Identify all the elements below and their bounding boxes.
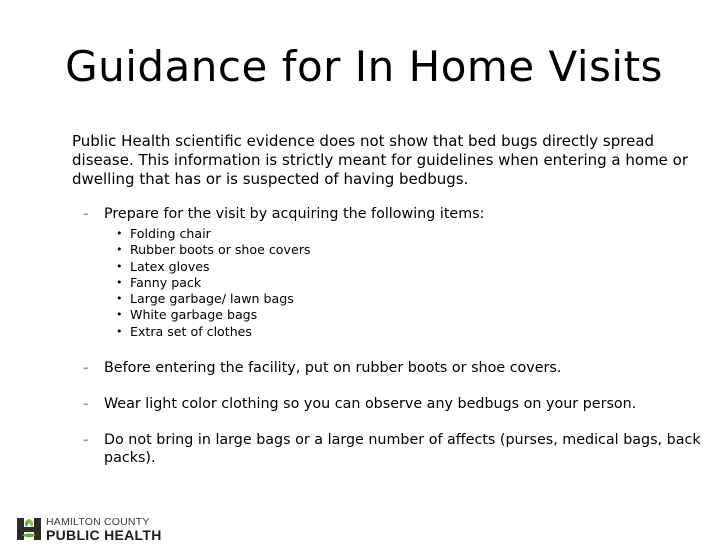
- item-text: Fanny pack: [130, 274, 202, 290]
- bullet-dot: •: [116, 243, 123, 257]
- bullet-dot: •: [116, 259, 123, 273]
- dash-marker: –: [83, 433, 89, 447]
- bullet-dot: •: [116, 324, 123, 338]
- list-item: [116, 291, 712, 307]
- bullet-text: Before entering the facility, put on rubber boots or shoe covers.: [104, 360, 562, 377]
- bullet-bags: [72, 431, 712, 467]
- intro-paragraph: Public Health scientific evidence does not show that bed bugs directly spread disease. This information is strictly meant for guidelines when entering a home or dwelling that has or is suspected of having bedbugs.: [72, 132, 689, 188]
- bullet-clothing: [72, 395, 712, 413]
- bullet-prepare: [72, 205, 712, 340]
- list-item: [116, 242, 712, 258]
- bullet-boots: [72, 359, 712, 377]
- item-text: Latex gloves: [130, 258, 210, 274]
- dash-marker: –: [83, 397, 89, 411]
- bullet-dot: •: [116, 227, 123, 240]
- bullet-text: Prepare for the visit by acquiring the following items:: [104, 206, 485, 222]
- hamilton-county-logo: [16, 515, 176, 543]
- dash-marker: –: [83, 207, 89, 220]
- logo-mark-icon: [16, 516, 42, 542]
- items-list: [104, 226, 712, 340]
- item-text: Large garbage/ lawn bags: [130, 291, 294, 307]
- item-text: White garbage bags: [130, 307, 258, 323]
- dash-marker: –: [83, 361, 89, 375]
- list-item: [116, 307, 712, 323]
- bullet-text: Wear light color clothing so you can observe any bedbugs on your person.: [104, 396, 637, 413]
- item-text: Rubber boots or shoe covers: [130, 242, 311, 258]
- bullet-text: Do not bring in large bags or a large number of affects (purses, medical bags, back packs).: [104, 432, 701, 467]
- list-item: [116, 275, 712, 291]
- bullet-dot: •: [116, 292, 123, 306]
- bullet-dot: •: [116, 275, 123, 289]
- logo-text-public-health: PUBLIC HEALTH: [46, 527, 162, 543]
- bullet-dot: •: [116, 308, 123, 322]
- item-text: Extra set of clothes: [130, 323, 252, 339]
- logo-text-county: HAMILTON COUNTY: [46, 516, 150, 528]
- guidance-list: [72, 205, 712, 467]
- list-item: [116, 259, 712, 275]
- item-text: Folding chair: [130, 226, 211, 241]
- list-item: [116, 226, 712, 242]
- slide-title: Guidance for In Home Visits: [65, 42, 663, 91]
- list-item: [116, 324, 712, 340]
